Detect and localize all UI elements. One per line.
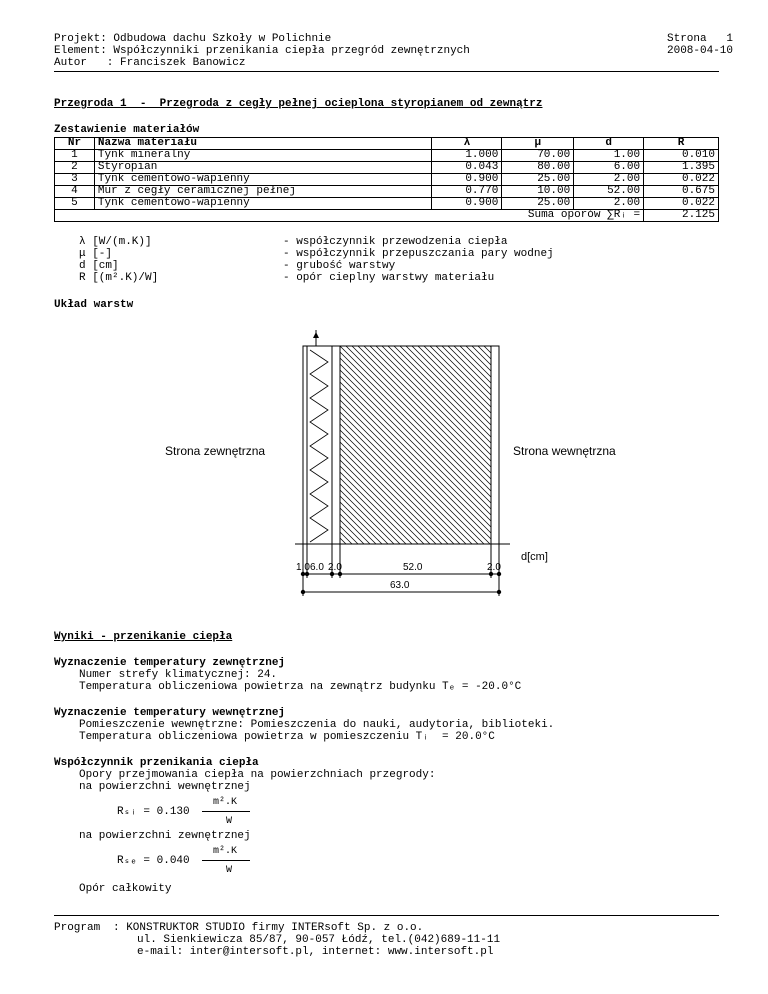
footer-line3: e-mail: inter@intersoft.pl, internet: www.intersoft.pl — [137, 946, 494, 958]
cell-lambda: 0.900 — [432, 174, 502, 186]
cell-lambda: 0.770 — [432, 186, 502, 198]
cell-r: 0.022 — [644, 198, 719, 210]
cell-mu: 80.00 — [502, 162, 574, 174]
dim-label: 52.0 — [403, 562, 423, 573]
element-line: Element: Współczynniki przenikania ciepła przegród zewnętrznych — [54, 45, 470, 57]
dim-label: 6.0 — [310, 562, 324, 573]
legend-desc: - współczynnik przepuszczania pary wodnej — [283, 248, 554, 260]
cell-d: 6.00 — [574, 162, 644, 174]
total-resistance-label: Opór całkowity — [79, 883, 172, 895]
cell-d: 2.00 — [574, 198, 644, 210]
results-heading: Wyniki - przenikanie ciepła — [54, 631, 233, 643]
col-d: d — [574, 138, 644, 150]
int-temp: Temperatura obliczeniowa powietrza w pomieszczeniu Tᵢ = 20.0°C — [79, 731, 495, 743]
cell-nr: 2 — [55, 162, 95, 174]
cell-d: 2.00 — [574, 174, 644, 186]
ext-temp-heading: Wyznaczenie temperatury zewnętrznej — [54, 657, 286, 669]
rse-unit-den: W — [226, 865, 233, 876]
materials-heading: Zestawienie materiałów — [54, 124, 200, 136]
cell-name: Tynk cementowo-wapienny — [94, 174, 432, 186]
dim-dot — [497, 590, 501, 594]
partition-title: Przegroda 1 - Przegroda z cegły pełnej ocieplona styropianem od zewnątrz — [54, 98, 543, 110]
legend-symbol: λ [W/(m.K)] — [79, 236, 152, 248]
rse-value: Rₛₑ = 0.040 — [117, 855, 190, 867]
cell-mu: 25.00 — [502, 174, 574, 186]
footer-divider — [54, 915, 719, 916]
cell-name: Tynk cementowo-wapienny — [94, 198, 432, 210]
footer-line1: : KONSTRUKTOR STUDIO firmy INTERsoft Sp. z o.o. — [113, 922, 424, 934]
cell-mu: 25.00 — [502, 198, 574, 210]
total-dim-label: 63.0 — [390, 580, 410, 591]
dim-label: 2.0 — [487, 562, 501, 573]
footer-label: Program — [54, 922, 101, 934]
coef-heading: Współczynnik przenikania ciepła — [54, 757, 259, 769]
sum-label: Suma oporów ∑Rᵢ = — [55, 210, 644, 222]
rsi-unit-den: W — [226, 816, 233, 827]
fraction-bar — [202, 811, 250, 812]
legend-desc: - opór cieplny warstwy materiału — [283, 272, 495, 284]
top-arrow-head — [313, 332, 319, 338]
fraction-bar — [202, 860, 250, 861]
rse-unit-num: m².K — [213, 846, 238, 857]
int-room: Pomieszczenie wewnętrzne: Pomieszczenia do nauki, audytoria, biblioteki. — [79, 719, 555, 731]
ext-temp: Temperatura obliczeniowa powietrza na zewnątrz budynku Tₑ = -20.0°C — [79, 681, 522, 693]
cell-nr: 5 — [55, 198, 95, 210]
legend-desc: - grubość warstwy — [283, 260, 396, 272]
inner-surface-label: na powierzchni wewnętrznej — [79, 781, 251, 793]
page-number: Strona 1 — [667, 33, 734, 45]
cell-r: 0.675 — [644, 186, 719, 198]
rsi-value: Rₛᵢ = 0.130 — [117, 806, 190, 818]
col-nr: Nr — [55, 138, 95, 150]
cell-d: 52.00 — [574, 186, 644, 198]
cell-mu: 70.00 — [502, 150, 574, 162]
cell-nr: 3 — [55, 174, 95, 186]
cell-d: 1.00 — [574, 150, 644, 162]
sum-value: 2.125 — [644, 210, 719, 222]
cell-name: Tynk mineralny — [94, 150, 432, 162]
col-name: Nazwa materiału — [94, 138, 432, 150]
date: 2008-04-10 — [667, 45, 734, 57]
layer-styrofoam — [307, 346, 332, 544]
outside-label: Strona zewnętrzna — [165, 444, 266, 458]
outer-surface-label: na powierzchni zewnętrznej — [79, 830, 251, 842]
legend-symbol: R [(m².K)/W] — [79, 272, 159, 284]
col-mu: μ — [502, 138, 574, 150]
project-line: Projekt: Odbudowa dachu Szkoły w Polichnie — [54, 33, 332, 45]
cell-name: Mur z cegły ceramicznej pełnej — [94, 186, 432, 198]
col-r: R — [644, 138, 719, 150]
coef-intro: Opory przejmowania ciepła na powierzchniach przegrody: — [79, 769, 436, 781]
layers-heading: Układ warstw — [54, 299, 134, 311]
unit-label: d[cm] — [521, 551, 548, 563]
layer-plaster-outer — [303, 346, 307, 544]
dim-label: 1.0 — [296, 562, 310, 573]
layer-brick — [340, 346, 491, 544]
cell-lambda: 1.000 — [432, 150, 502, 162]
legend-symbol: d [cm] — [79, 260, 119, 272]
legend-desc: - współczynnik przewodzenia ciepła — [283, 236, 508, 248]
dim-dot — [301, 590, 305, 594]
cell-nr: 4 — [55, 186, 95, 198]
legend-symbol: μ [-] — [79, 248, 113, 260]
dim-label: 2.0 — [328, 562, 342, 573]
layer-plaster-cement-1 — [332, 346, 340, 544]
footer-line2: ul. Sienkiewicza 85/87, 90-057 Łódź, tel.(042)689-11-11 — [137, 934, 501, 946]
cell-r: 0.022 — [644, 174, 719, 186]
cell-lambda: 0.900 — [432, 198, 502, 210]
int-temp-heading: Wyznaczenie temperatury wewnętrznej — [54, 707, 286, 719]
cell-nr: 1 — [55, 150, 95, 162]
cell-r: 0.010 — [644, 150, 719, 162]
cell-lambda: 0.043 — [432, 162, 502, 174]
cell-mu: 10.00 — [502, 186, 574, 198]
inside-label: Strona wewnętrzna — [513, 444, 616, 458]
author-line: Autor : Franciszek Banowicz — [54, 57, 246, 69]
layer-plaster-cement-2 — [491, 346, 499, 544]
rsi-unit-num: m².K — [213, 797, 238, 808]
ext-zone: Numer strefy klimatycznej: 24. — [79, 669, 278, 681]
col-lambda: λ — [432, 138, 502, 150]
cell-name: Styropian — [94, 162, 432, 174]
cell-r: 1.395 — [644, 162, 719, 174]
